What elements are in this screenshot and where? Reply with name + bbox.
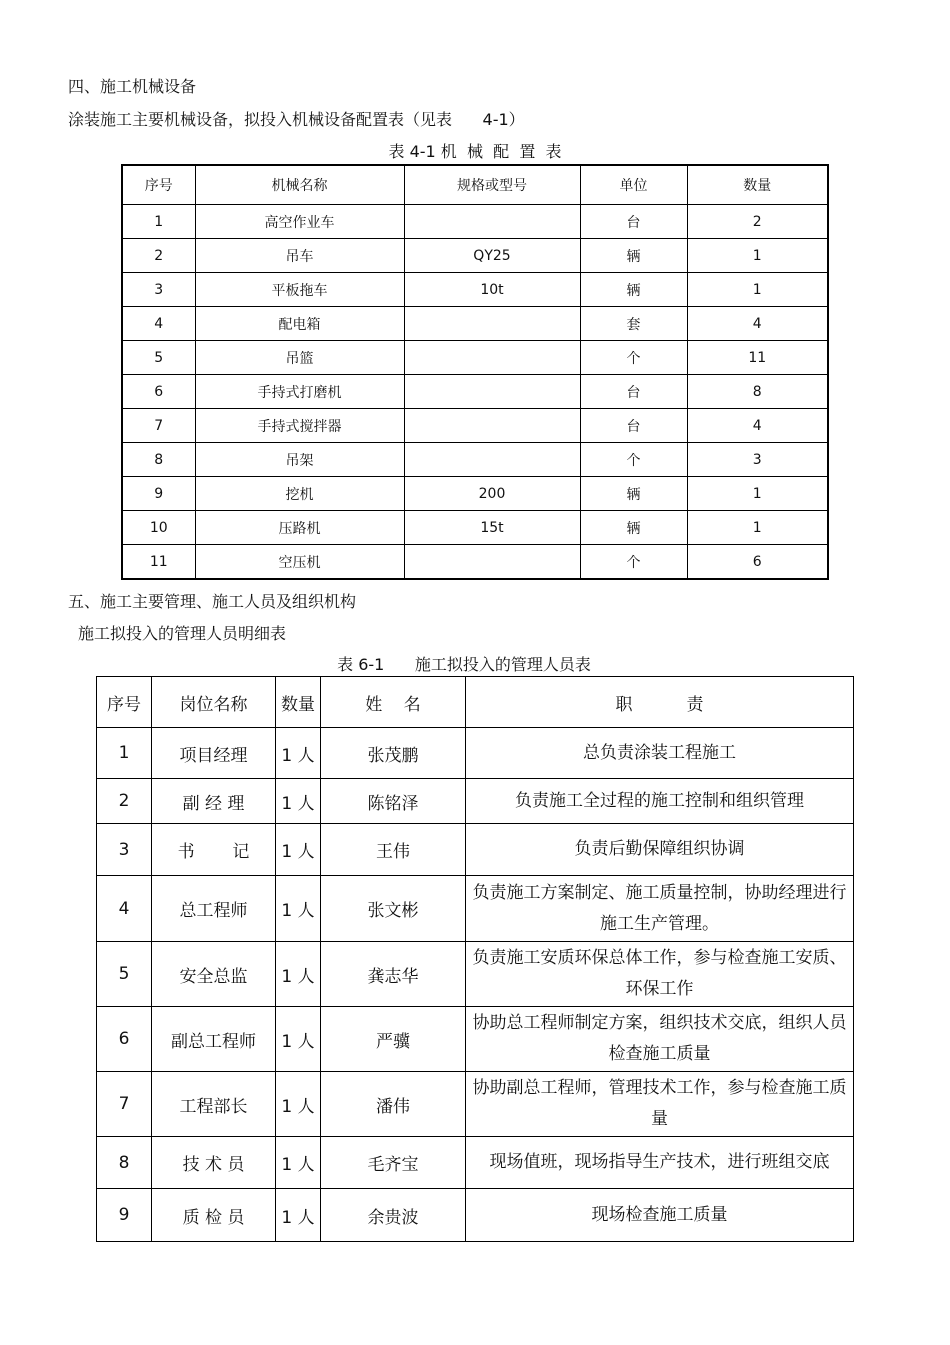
table-cell: 8 xyxy=(97,1137,152,1189)
table1-header-cell: 单位 xyxy=(580,165,687,205)
table-cell: 总负责涂装工程施工 xyxy=(466,728,854,779)
table1-header-cell: 规格或型号 xyxy=(404,165,580,205)
table-cell xyxy=(404,205,580,239)
table-cell: 1 xyxy=(687,477,828,511)
table-cell: 挖机 xyxy=(195,477,404,511)
table-cell: 1 xyxy=(687,273,828,307)
table2-header-row xyxy=(97,677,854,728)
table-cell: 安全总监 xyxy=(152,942,276,1007)
table-cell xyxy=(404,409,580,443)
table-cell: 3 xyxy=(97,824,152,876)
table-cell: 吊篮 xyxy=(195,341,404,375)
table-cell: 15t xyxy=(404,511,580,545)
table-cell: 副 经 理 xyxy=(152,779,276,824)
table-cell: 1 人 xyxy=(276,824,321,876)
table-cell: 负责施工全过程的施工控制和组织管理 xyxy=(466,779,854,824)
table-cell: 配电箱 xyxy=(195,307,404,341)
table-cell: 现场值班，现场指导生产技术，进行班组交底 xyxy=(466,1137,854,1189)
table-cell xyxy=(404,375,580,409)
table-cell: 1 xyxy=(122,205,195,239)
table-row xyxy=(97,824,854,876)
table-cell: 工程部长 xyxy=(152,1072,276,1137)
table-row xyxy=(122,375,828,409)
section5-subheading: 施工拟投入的管理人员明细表 xyxy=(78,624,287,643)
table-cell: 1 人 xyxy=(276,1007,321,1072)
table-cell: 个 xyxy=(580,545,687,580)
table1-header-row xyxy=(122,165,828,205)
table-cell: 2 xyxy=(122,239,195,273)
table-cell: 高空作业车 xyxy=(195,205,404,239)
table-cell: 质 检 员 xyxy=(152,1189,276,1242)
table-row xyxy=(122,273,828,307)
section5-heading: 五、施工主要管理、施工人员及组织机构 xyxy=(68,592,357,611)
table-cell: 协助总工程师制定方案，组织技术交底，组织人员检查施工质量 xyxy=(466,1007,854,1072)
table-cell: 压路机 xyxy=(195,511,404,545)
table-cell: 书 记 xyxy=(152,824,276,876)
table-cell: 负责施工安质环保总体工作，参与检查施工安质、环保工作 xyxy=(466,942,854,1007)
table-cell: 3 xyxy=(687,443,828,477)
table-cell: 个 xyxy=(580,443,687,477)
table-cell: 负责施工方案制定、施工质量控制，协助经理进行施工生产管理。 xyxy=(466,876,854,942)
table-cell: 张文彬 xyxy=(321,876,466,942)
table-cell: 1 人 xyxy=(276,1137,321,1189)
table-cell xyxy=(404,443,580,477)
table2-header-cell: 数量 xyxy=(276,677,321,728)
table-cell: 辆 xyxy=(580,477,687,511)
table-row xyxy=(97,1072,854,1137)
table-cell: 5 xyxy=(122,341,195,375)
table-cell: 严骥 xyxy=(321,1007,466,1072)
table-cell xyxy=(404,545,580,580)
table-cell: 9 xyxy=(97,1189,152,1242)
machinery-table xyxy=(121,164,829,580)
table-cell: 现场检查施工质量 xyxy=(466,1189,854,1242)
table-cell: 1 xyxy=(687,511,828,545)
table-row xyxy=(122,545,828,580)
section4-intro: 涂装施工主要机械设备，拟投入机械设备配置表（见表 4-1） xyxy=(68,110,525,129)
table-row xyxy=(122,307,828,341)
table-cell: 6 xyxy=(687,545,828,580)
table-cell: 1 xyxy=(97,728,152,779)
table-cell: 1 人 xyxy=(276,779,321,824)
table2-header-cell: 姓 名 xyxy=(321,677,466,728)
table-row xyxy=(122,477,828,511)
table-cell: 1 人 xyxy=(276,728,321,779)
table-cell: 潘伟 xyxy=(321,1072,466,1137)
table-row xyxy=(122,239,828,273)
table1-header-cell: 数量 xyxy=(687,165,828,205)
table-cell: 辆 xyxy=(580,273,687,307)
table-cell: 余贵波 xyxy=(321,1189,466,1242)
table-cell: 8 xyxy=(122,443,195,477)
table-row xyxy=(97,1007,854,1072)
table-cell: 手持式搅拌器 xyxy=(195,409,404,443)
table-row xyxy=(122,511,828,545)
table2-header-cell: 序号 xyxy=(97,677,152,728)
table-cell: 空压机 xyxy=(195,545,404,580)
table-cell: 4 xyxy=(122,307,195,341)
table-cell: 11 xyxy=(687,341,828,375)
table-cell: 台 xyxy=(580,205,687,239)
table-cell: 套 xyxy=(580,307,687,341)
table-cell: 4 xyxy=(687,307,828,341)
table-cell: 项目经理 xyxy=(152,728,276,779)
table-cell: 台 xyxy=(580,375,687,409)
table-cell: 龚志华 xyxy=(321,942,466,1007)
table-row xyxy=(97,779,854,824)
table1-caption: 表 4-1 机 械 配 置 表 xyxy=(388,142,562,161)
table-row xyxy=(122,341,828,375)
table-cell: 6 xyxy=(97,1007,152,1072)
table-cell: 10t xyxy=(404,273,580,307)
table-row xyxy=(97,1137,854,1189)
table-cell: 手持式打磨机 xyxy=(195,375,404,409)
table-cell: 11 xyxy=(122,545,195,580)
table-row xyxy=(97,1189,854,1242)
table1-header-cell: 机械名称 xyxy=(195,165,404,205)
table-row xyxy=(97,728,854,779)
table-cell: QY25 xyxy=(404,239,580,273)
table-cell: 个 xyxy=(580,341,687,375)
table-row xyxy=(97,942,854,1007)
table-cell: 10 xyxy=(122,511,195,545)
section4-heading: 四、施工机械设备 xyxy=(68,77,197,96)
table-cell xyxy=(404,341,580,375)
management-staff-table xyxy=(96,676,854,1242)
table-cell: 辆 xyxy=(580,511,687,545)
table-cell: 1 人 xyxy=(276,1072,321,1137)
table-cell: 7 xyxy=(97,1072,152,1137)
table-cell: 1 人 xyxy=(276,876,321,942)
table-cell: 4 xyxy=(97,876,152,942)
table-cell: 协助副总工程师，管理技术工作，参与检查施工质量 xyxy=(466,1072,854,1137)
table-cell: 吊车 xyxy=(195,239,404,273)
table-cell: 陈铭泽 xyxy=(321,779,466,824)
table-cell: 辆 xyxy=(580,239,687,273)
table-row xyxy=(122,409,828,443)
table2-caption: 表 6-1 施工拟投入的管理人员表 xyxy=(337,655,591,674)
table-cell: 张茂鹏 xyxy=(321,728,466,779)
table-cell: 2 xyxy=(97,779,152,824)
table-cell: 总工程师 xyxy=(152,876,276,942)
table-cell: 5 xyxy=(97,942,152,1007)
table-cell: 台 xyxy=(580,409,687,443)
table-cell xyxy=(404,307,580,341)
table2-header-cell: 职 责 xyxy=(466,677,854,728)
table-cell: 3 xyxy=(122,273,195,307)
table-cell: 平板拖车 xyxy=(195,273,404,307)
table-row xyxy=(122,443,828,477)
table-cell: 1 xyxy=(687,239,828,273)
table-row xyxy=(97,876,854,942)
table-cell: 2 xyxy=(687,205,828,239)
table-cell: 7 xyxy=(122,409,195,443)
table2-header-cell: 岗位名称 xyxy=(152,677,276,728)
table-cell: 6 xyxy=(122,375,195,409)
table-cell: 4 xyxy=(687,409,828,443)
table-cell: 副总工程师 xyxy=(152,1007,276,1072)
table1-header-cell: 序号 xyxy=(122,165,195,205)
table-cell: 负责后勤保障组织协调 xyxy=(466,824,854,876)
table-cell: 吊架 xyxy=(195,443,404,477)
table-row xyxy=(122,205,828,239)
table-cell: 8 xyxy=(687,375,828,409)
table-cell: 王伟 xyxy=(321,824,466,876)
table-cell: 9 xyxy=(122,477,195,511)
table-cell: 200 xyxy=(404,477,580,511)
table-cell: 技 术 员 xyxy=(152,1137,276,1189)
table-cell: 1 人 xyxy=(276,942,321,1007)
table-cell: 毛齐宝 xyxy=(321,1137,466,1189)
table-cell: 1 人 xyxy=(276,1189,321,1242)
